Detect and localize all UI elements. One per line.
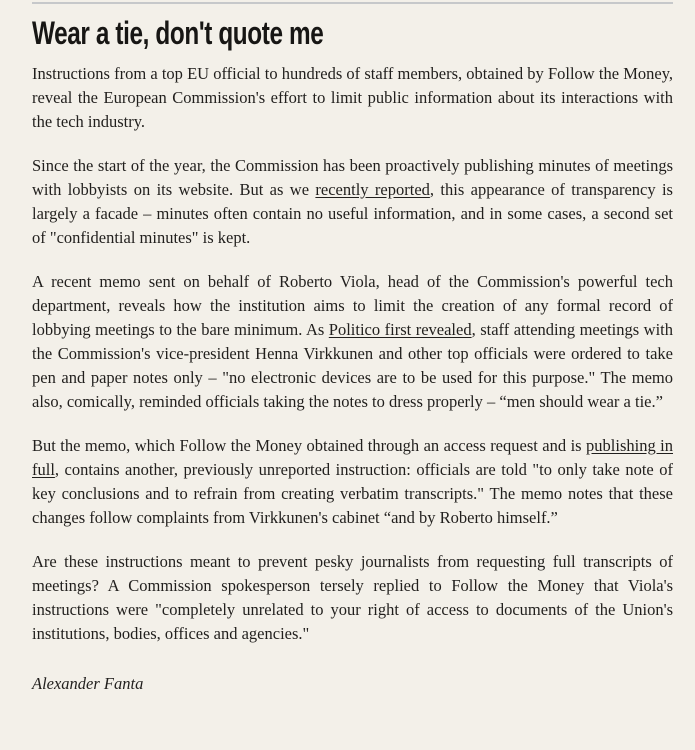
publishing-in-full-link[interactable]: publishing in full [32,436,673,479]
recently-reported-link[interactable]: recently reported [315,180,430,199]
paragraph: But the memo, which Follow the Money obtained through an access request and is publishing in full, contains another, previously unreported instruction: officials are told "to only take note of key conclusions and to refrain from creating verbatim transcripts." The memo notes that these changes follow complaints from Virkkunen's cabinet “and by Roberto himself.” [32,436,673,527]
paragraph: Are these instructions meant to prevent pesky journalists from requesting full transcripts of meetings? A Commission spokesperson tersely replied to Follow the Money that Viola's instructions were "completely unrelated to your right of access to documents of the Union's institutions, bodies, offices and agencies." [32,552,673,643]
article-page [0,2,695,750]
paragraph: Since the start of the year, the Commission has been proactively publishing minutes of meetings with lobbyists on its website. But as we recently reported, this appearance of transparency is largely a facade – minutes often contain no useful information, and in some cases, a second set of "confidential minutes" is kept. [32,156,673,247]
paragraph: A recent memo sent on behalf of Roberto Viola, head of the Commission's powerful tech department, reveals how the institution aims to limit the creation of any formal record of lobbying meetings to the bare minimum. As Politico first revealed, staff attending meetings with the Commission's vice-president Henna Virkkunen and other top officials were ordered to take pen and paper notes only – "no electronic devices are to be used for this purpose." The memo also, comically, reminded officials taking the notes to dress properly – “men should wear a tie.” [32,272,673,411]
politico-first-revealed-link[interactable]: Politico first revealed [328,320,472,339]
article-body [32,62,673,646]
paragraph: Instructions from a top EU official to hundreds of staff members, obtained by Follow the Money, reveal the European Commission's effort to limit public information about its interactions with the tech industry. [32,64,673,131]
byline: Alexander Fanta [32,674,144,693]
article-title: Wear a tie, don't quote me [32,15,324,51]
top-divider [32,2,673,4]
